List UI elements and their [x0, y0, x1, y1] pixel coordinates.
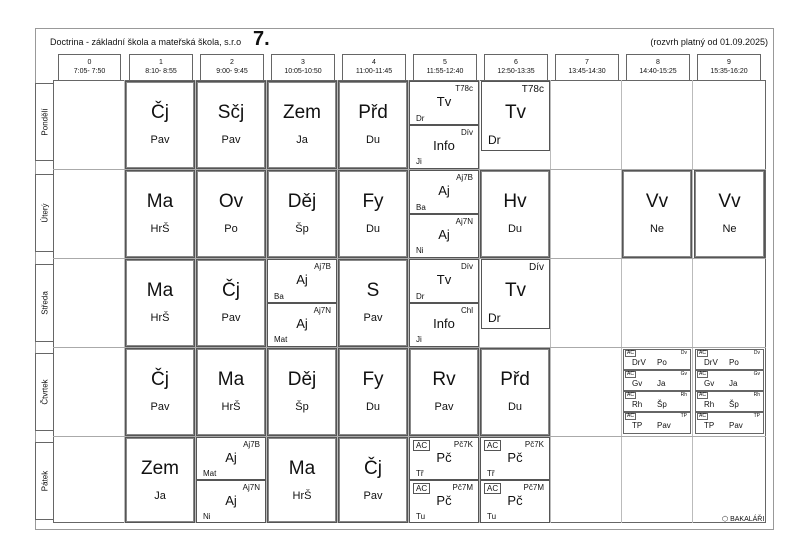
lesson-cell-half[interactable]: Aj7B Aj Ba	[409, 170, 479, 214]
lesson-cell[interactable]: Ma HrŠ	[125, 259, 195, 347]
day-label-friday: Pátek	[35, 442, 53, 520]
lesson-cell[interactable]: Hv Du	[480, 170, 550, 258]
lesson-cell[interactable]: Čj Pav	[125, 348, 195, 436]
grid-line	[550, 80, 551, 523]
lesson-cell[interactable]: Fy Du	[338, 348, 408, 436]
lesson-cell-half[interactable]: Dív Info Ji	[409, 125, 479, 169]
mini-lesson[interactable]: AC Gv Gv Ja	[695, 370, 764, 391]
mini-lesson[interactable]: AC TP TP Pav	[695, 412, 764, 434]
lesson-cell[interactable]: Čj Pav	[338, 437, 408, 523]
lesson-cell[interactable]: Čj Pav	[196, 259, 266, 347]
logo-icon: ⬡	[722, 516, 731, 523]
lesson-cell[interactable]: Ma HrŠ	[267, 437, 337, 523]
lesson-cell-half[interactable]: T78c Tv Dr	[409, 81, 479, 125]
school-name: Doctrina - základní škola a mateřská škola, s.r.o	[50, 37, 242, 47]
lesson-cell[interactable]: Ov Po	[196, 170, 266, 258]
day-label-thursday: Čtvrtek	[35, 353, 53, 431]
period-header: 7 13:45-14:30	[555, 54, 619, 80]
lesson-cell[interactable]: Zem Ja	[267, 81, 337, 169]
lesson-cell[interactable]: Rv Pav	[409, 348, 479, 436]
period-header: 3 10:05-10:50	[271, 54, 335, 80]
period-header: 9 15:35-16:20	[697, 54, 761, 80]
lesson-cell-half[interactable]: AC Pč7K Pč Tř	[480, 437, 550, 480]
lesson-cell-half[interactable]: AC Pč7K Pč Tř	[409, 437, 479, 480]
lesson-cell[interactable]: Dív Tv Dr	[481, 259, 550, 329]
lesson-cell-half[interactable]: Aj7N Aj Ni	[196, 480, 266, 523]
mini-lesson[interactable]: AC Dv DrV Po	[695, 349, 764, 370]
lesson-cell-half[interactable]: Aj7N Aj Mat	[267, 303, 337, 347]
lesson-cell[interactable]: Děj Šp	[267, 170, 337, 258]
lesson-cell-half[interactable]: Dív Tv Dr	[409, 259, 479, 303]
mini-lesson[interactable]: AC TP TP Pav	[623, 412, 691, 434]
lesson-cell-half[interactable]: Aj7B Aj Ba	[267, 259, 337, 303]
mini-lesson[interactable]: AC Dv DrV Po	[623, 349, 691, 370]
lesson-cell[interactable]: Děj Šp	[267, 348, 337, 436]
grid-line	[692, 80, 693, 523]
lesson-cell[interactable]: Sčj Pav	[196, 81, 266, 169]
lesson-cell[interactable]: Přd Du	[338, 81, 408, 169]
lesson-cell[interactable]: S Pav	[338, 259, 408, 347]
lesson-cell[interactable]: Ma HrŠ	[196, 348, 266, 436]
validity-note: (rozvrh platný od 01.09.2025)	[650, 37, 768, 47]
lesson-cell-half[interactable]: AC Pč7M Pč Tu	[409, 480, 479, 523]
lesson-cell[interactable]: Zem Ja	[125, 437, 195, 523]
period-header: 0 7:05- 7:50	[58, 54, 121, 80]
lesson-cell[interactable]: Vv Ne	[622, 170, 692, 258]
grid-line	[621, 80, 622, 523]
lesson-cell[interactable]: Vv Ne	[694, 170, 765, 258]
lesson-cell[interactable]: T78c Tv Dr	[481, 81, 550, 151]
period-header: 6 12:50-13:35	[484, 54, 548, 80]
lesson-cell[interactable]: Ma HrŠ	[125, 170, 195, 258]
period-header: 8 14:40-15:25	[626, 54, 690, 80]
day-label-tuesday: Úterý	[35, 174, 53, 252]
lesson-cell-half[interactable]: Aj7N Aj Ni	[409, 214, 479, 258]
mini-lesson[interactable]: AC Rh Rh Šp	[623, 391, 691, 412]
bakalari-logo: ⬡ BAKALÁŘI	[722, 516, 765, 523]
period-header: 1 8:10- 8:55	[129, 54, 193, 80]
mini-lesson[interactable]: AC Rh Rh Šp	[695, 391, 764, 412]
class-name: 7.	[253, 28, 270, 50]
lesson-cell-half[interactable]: AC Pč7M Pč Tu	[480, 480, 550, 523]
day-label-wednesday: Středa	[35, 264, 53, 342]
period-header: 2 9:00- 9:45	[200, 54, 264, 80]
lesson-cell-half[interactable]: Aj7B Aj Mat	[196, 437, 266, 480]
lesson-cell-half[interactable]: Chl Info Ji	[409, 303, 479, 347]
period-header: 5 11:55-12:40	[413, 54, 477, 80]
mini-lesson[interactable]: AC Gv Gv Ja	[623, 370, 691, 391]
day-label-monday: Pondělí	[35, 83, 53, 161]
lesson-cell[interactable]: Čj Pav	[125, 81, 195, 169]
lesson-cell[interactable]: Fy Du	[338, 170, 408, 258]
period-header: 4 11:00-11:45	[342, 54, 406, 80]
lesson-cell[interactable]: Přd Du	[480, 348, 550, 436]
